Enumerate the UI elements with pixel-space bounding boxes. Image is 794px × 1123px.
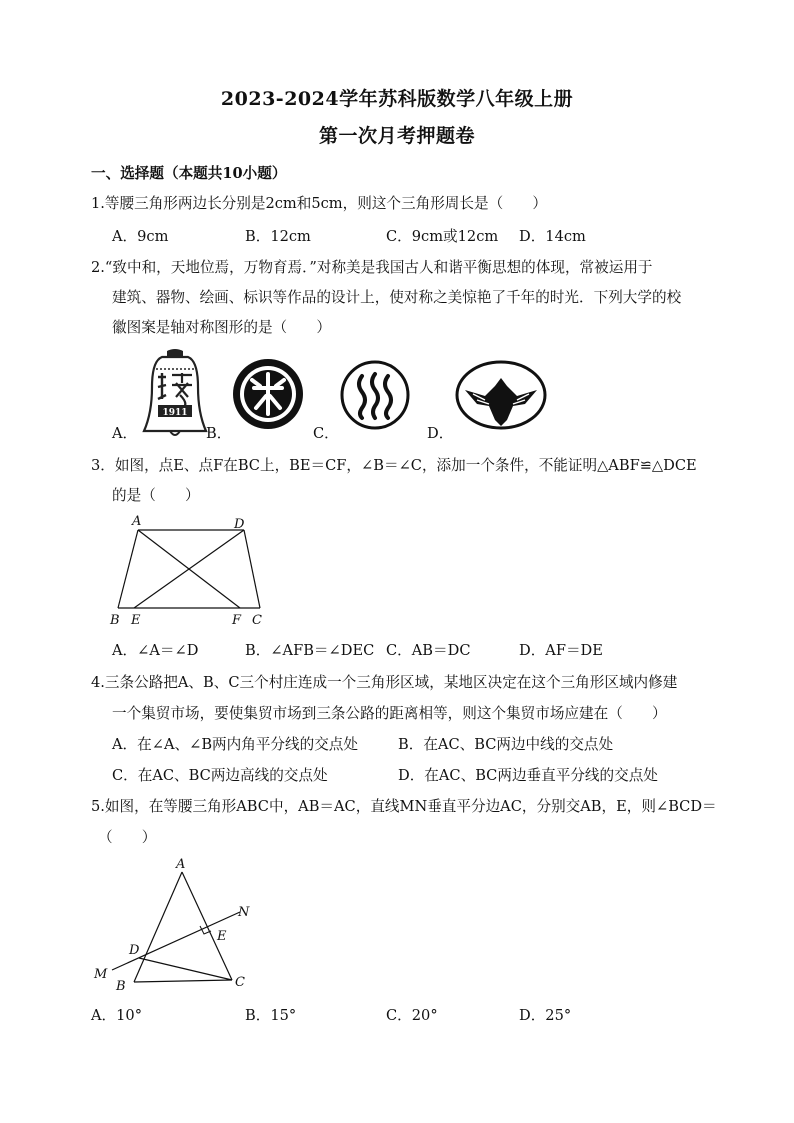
- q1-option-c: C．9cm或12cm: [386, 228, 499, 245]
- bell-year-text: 1911: [162, 408, 188, 418]
- q4-stem-line1: 4.三条公路把A、B、C三个村庄连成一个三角形区域，某地区决定在这个三角形区域内修建: [91, 674, 678, 691]
- q4-option-d: D．在AC、BC两边垂直平分线的交点处: [398, 767, 658, 784]
- q3-point-a: A: [132, 514, 142, 529]
- q3-point-c: C: [252, 613, 262, 628]
- q5-point-e: E: [217, 929, 227, 944]
- q5-point-b: B: [116, 979, 126, 994]
- q1-option-d: D．14cm: [519, 228, 586, 245]
- q5-option-b: B．15°: [245, 1007, 297, 1024]
- document-subtitle: 第一次月考押题卷: [318, 125, 475, 147]
- q5-stem-line2: （ ）: [98, 829, 157, 846]
- q2-label-c: C．: [313, 425, 339, 442]
- q3-stem-line1: 3．如图，点E、点F在BC上，BE＝CF，∠B＝∠C，添加一个条件，不能证明△ABF≌△DCE: [91, 457, 697, 474]
- q5-point-c: C: [235, 975, 245, 990]
- q2-stem-line3: 徽图案是轴对称图形的是（ ）: [112, 319, 331, 336]
- q4-option-b: B．在AC、BC两边中线的交点处: [398, 736, 614, 753]
- q5-stem-line1: 5.如图，在等腰三角形ABC中，AB＝AC，直线MN垂直平分边AC，分别交AB，E，则∠BCD＝: [91, 798, 717, 815]
- q5-option-d: D．25°: [519, 1007, 572, 1024]
- q3-point-e: E: [131, 613, 141, 628]
- emblem-wave-icon: [340, 360, 410, 430]
- q3-point-d: D: [234, 517, 245, 532]
- q5-figure: [88, 852, 268, 997]
- q5-point-d: D: [129, 943, 140, 958]
- emblem-bell-icon: [140, 347, 210, 439]
- q5-option-c: C．20°: [386, 1007, 438, 1024]
- q4-stem-line2: 一个集贸市场，要使集贸市场到三条公路的距离相等，则这个集贸市场应建在（ ）: [112, 705, 667, 722]
- q2-label-d: D．: [427, 425, 454, 442]
- emblem-peking-icon: [232, 358, 304, 430]
- q3-point-b: B: [110, 613, 120, 628]
- q5-point-m: M: [94, 967, 108, 982]
- q4-option-a: A．在∠A、∠B两内角平分线的交点处: [112, 736, 358, 753]
- q3-point-f: F: [232, 613, 242, 628]
- q2-stem-line2: 建筑、器物、绘画、标识等作品的设计上，使对称之美惊艳了千年的时光．下列大学的校: [112, 289, 682, 306]
- document-title: 2023-2024学年苏科版数学八年级上册: [220, 88, 574, 110]
- q1-option-b: B．12cm: [245, 228, 311, 245]
- q1-option-a: A．9cm: [112, 228, 169, 245]
- q2-stem-line1: 2.“致中和，天地位焉，万物育焉．”对称美是我国古人和谐平衡思想的体现，常被运用于: [91, 259, 653, 276]
- q1-stem: 1.等腰三角形两边长分别是2cm和5cm，则这个三角形周长是（ ）: [91, 195, 547, 212]
- q5-point-n: N: [238, 905, 250, 920]
- section-heading: 一、选择题（本题共10小题）: [91, 165, 287, 182]
- emblem-bird-icon: [455, 360, 547, 430]
- q4-option-c: C．在AC、BC两边高线的交点处: [112, 767, 328, 784]
- q2-label-b: B．: [206, 425, 232, 442]
- q3-figure: [104, 510, 274, 630]
- q5-option-a: A．10°: [91, 1007, 142, 1024]
- q3-option-c: C．AB＝DC: [386, 642, 471, 659]
- q3-option-d: D．AF＝DE: [519, 642, 603, 659]
- q3-stem-line2: 的是（ ）: [112, 487, 200, 504]
- q3-option-a: A．∠A＝∠D: [112, 642, 199, 659]
- q3-option-b: B．∠AFB＝∠DEC: [245, 642, 375, 659]
- q5-point-a: A: [176, 857, 186, 872]
- q2-label-a: A．: [112, 425, 138, 442]
